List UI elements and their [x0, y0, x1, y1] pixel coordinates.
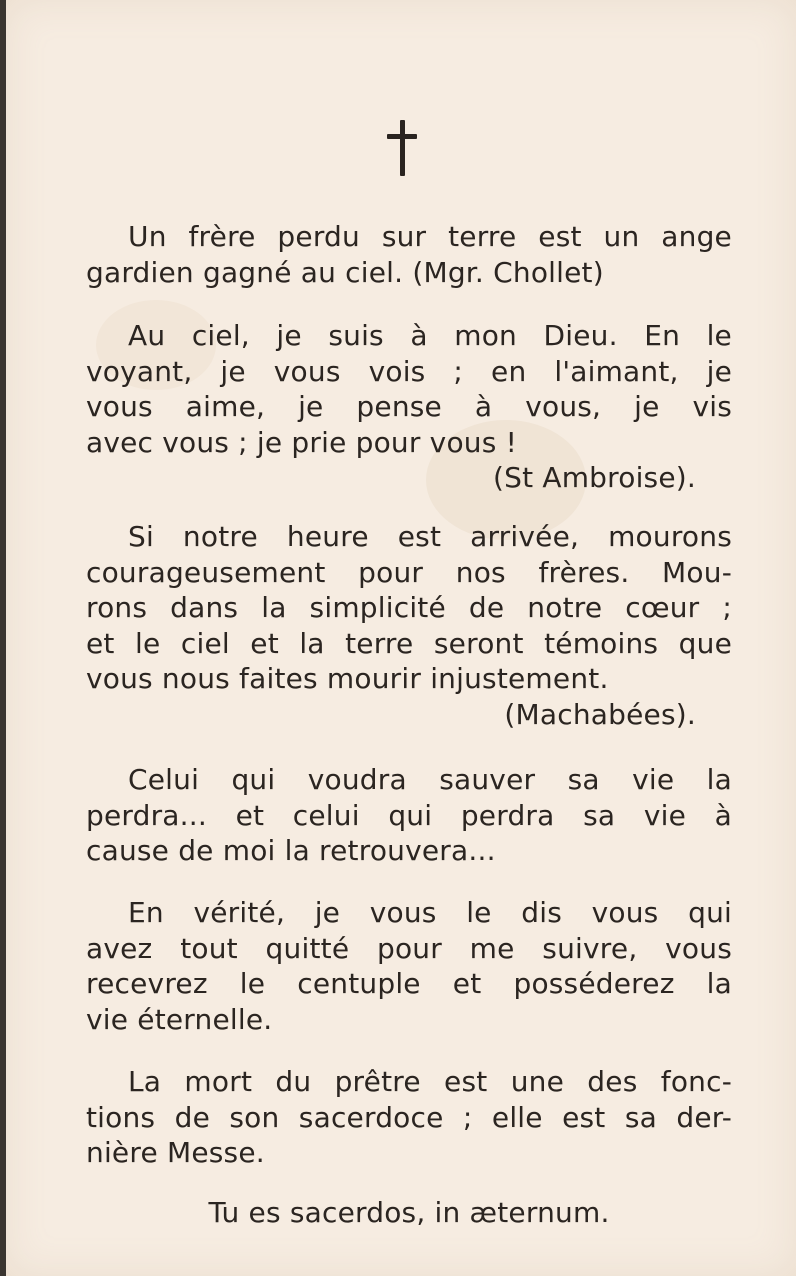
text-line: et le ciel et la terre seront témoins que: [86, 626, 732, 660]
paragraph-2: [86, 318, 732, 496]
text-line: Si notre heure est arrivée, mourons: [128, 520, 732, 553]
text-line: avez tout quitté pour me suivre, vous: [86, 931, 732, 965]
closing-line: Tu es sacerdos, in æternum.: [208, 1196, 610, 1229]
text-line: courageusement pour nos frères. Mou-: [86, 555, 732, 589]
text-line: tions de son sacerdoce ; elle est sa der-: [86, 1100, 732, 1134]
paragraph-5: [86, 895, 732, 1037]
text-line: avec vous ; je prie pour vous !: [86, 425, 518, 459]
paragraph-6: [86, 1064, 732, 1171]
text-line: perdra... et celui qui perdra sa vie à: [86, 798, 732, 832]
memorial-card: [6, 0, 796, 1276]
paragraph-4: [86, 762, 732, 869]
paragraph-3: [86, 519, 732, 732]
text-line: Au ciel, je suis à mon Dieu. En le: [128, 319, 732, 352]
text-line: recevrez le centuple et posséderez la: [86, 967, 732, 1000]
text-line: Celui qui voudra sauver sa vie la: [128, 763, 732, 796]
cross-icon: [387, 120, 417, 176]
text-line: gardien gagné au ciel. (Mgr. Chollet): [86, 255, 604, 289]
text-line: La mort du prêtre est une des fonc-: [128, 1065, 732, 1098]
text-line: vous nous faites mourir injustement.: [86, 662, 609, 695]
text-line: Un frère perdu sur terre est un ange: [128, 220, 732, 253]
attribution: (Machabées).: [504, 697, 696, 731]
text-line: voyant, je vous vois ; en l'aimant, je: [86, 354, 732, 388]
attribution: (St Ambroise).: [492, 461, 696, 494]
text-line: vous aime, je pense à vous, je vis: [86, 390, 732, 423]
text-line: nière Messe.: [86, 1136, 265, 1169]
text-line: cause de moi la retrouvera...: [86, 834, 496, 867]
text-line: vie éternelle.: [86, 1002, 273, 1036]
paragraph-1: [86, 219, 732, 290]
text-line: rons dans la simplicité de notre cœur ;: [86, 591, 732, 624]
text-line: En vérité, je vous le dis vous qui: [128, 896, 732, 929]
